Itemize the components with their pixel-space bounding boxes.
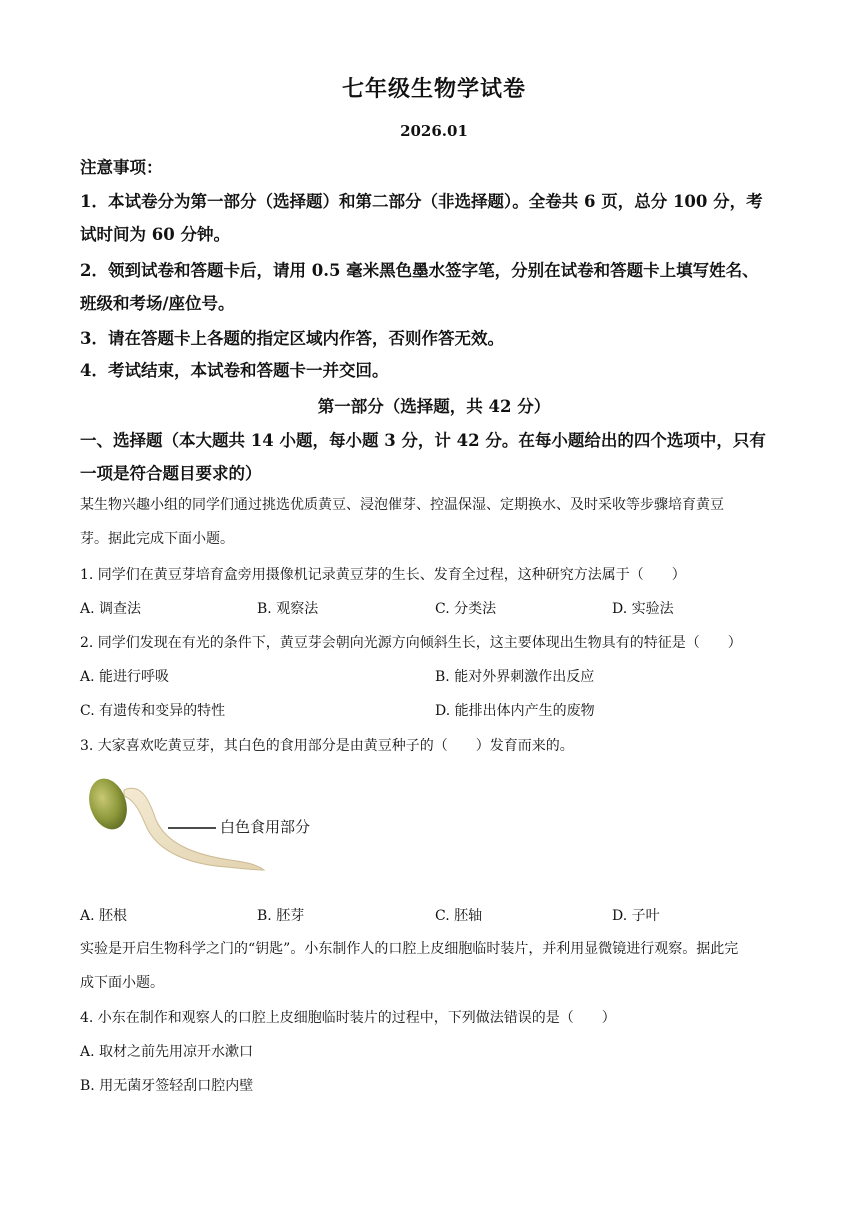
question-3: 3. 大家喜欢吃黄豆芽，其白色的食用部分是由黄豆种子的（ ）发育而来的。 bbox=[80, 738, 574, 754]
notice-heading: 注意事项： bbox=[80, 158, 163, 177]
notice-item-4: 4．考试结束，本试卷和答题卡一并交回。 bbox=[80, 361, 389, 380]
figure-label: 白色食用部分 bbox=[220, 818, 311, 836]
q1-option-b: B. 观察法 bbox=[257, 601, 319, 617]
stem2-line-1: 实验是开启生物科学之门的“钥匙”。小东制作人的口腔上皮细胞临时装片，并利用显微镜进行观察。据此完 bbox=[80, 941, 739, 957]
stem2-line-2: 成下面小题。 bbox=[80, 975, 164, 991]
notice-item-2-line-1: 2．领到试卷和答题卡后，请用 0.5 毫米黑色墨水签字笔，分别在试卷和答题卡上填写姓名、 bbox=[80, 261, 759, 280]
notice-item-1-line-1: 1．本试卷分为第一部分（选择题）和第二部分（非选择题）。全卷共 6 页，总分 100 分，考 bbox=[80, 192, 763, 211]
q3-option-b: B. 胚芽 bbox=[257, 908, 305, 924]
question-4: 4. 小东在制作和观察人的口腔上皮细胞临时装片的过程中，下列做法错误的是（ ） bbox=[80, 1010, 616, 1026]
section1-instructions-line-1: 一、选择题（本大题共 14 小题，每小题 3 分，计 42 分。在每小题给出的四个选项中，只有 bbox=[80, 431, 766, 450]
q3-option-c: C. 胚轴 bbox=[435, 908, 483, 924]
q4-option-b: B. 用无菌牙签轻刮口腔内壁 bbox=[80, 1078, 254, 1094]
notice-item-2-line-2: 班级和考场/座位号。 bbox=[80, 294, 235, 313]
q2-option-c: C. 有遗传和变异的特性 bbox=[80, 703, 226, 719]
soybean-cotyledon-shape bbox=[83, 774, 133, 835]
q3-option-d: D. 子叶 bbox=[612, 908, 660, 924]
notice-item-3: 3．请在答题卡上各题的指定区域内作答，否则作答无效。 bbox=[80, 329, 504, 348]
page-title: 七年级生物学试卷 bbox=[341, 76, 526, 102]
q4-option-a: A. 取材之前先用凉开水漱口 bbox=[80, 1044, 254, 1060]
q2-option-a: A. 能进行呼吸 bbox=[80, 669, 170, 685]
section1-instructions-line-2: 一项是符合题目要求的） bbox=[80, 464, 262, 483]
q1-option-a: A. 调查法 bbox=[80, 601, 142, 617]
stem1-line-2: 芽。据此完成下面小题。 bbox=[80, 531, 234, 547]
notice-item-1-line-2: 试时间为 60 分钟。 bbox=[80, 225, 230, 244]
q3-option-a: A. 胚根 bbox=[80, 908, 128, 924]
question-2: 2. 同学们发现在有光的条件下，黄豆芽会朝向光源方向倾斜生长，这主要体现出生物具有的特征是（ ） bbox=[80, 635, 742, 651]
q2-option-d: D. 能排出体内产生的废物 bbox=[435, 703, 595, 719]
q1-option-d: D. 实验法 bbox=[612, 601, 674, 617]
question-1: 1. 同学们在黄豆芽培育盒旁用摄像机记录黄豆芽的生长、发育全过程，这种研究方法属于（ ） bbox=[80, 567, 686, 583]
stem1-line-1: 某生物兴趣小组的同学们通过挑选优质黄豆、浸泡催芽、控温保湿、定期换水、及时采收等步骤培育黄豆 bbox=[80, 497, 724, 513]
q2-option-b: B. 能对外界刺激作出反应 bbox=[435, 669, 595, 685]
exam-date: 2026.01 bbox=[400, 122, 468, 140]
part1-heading: 第一部分（选择题，共 42 分） bbox=[317, 397, 551, 416]
q1-option-c: C. 分类法 bbox=[435, 601, 497, 617]
